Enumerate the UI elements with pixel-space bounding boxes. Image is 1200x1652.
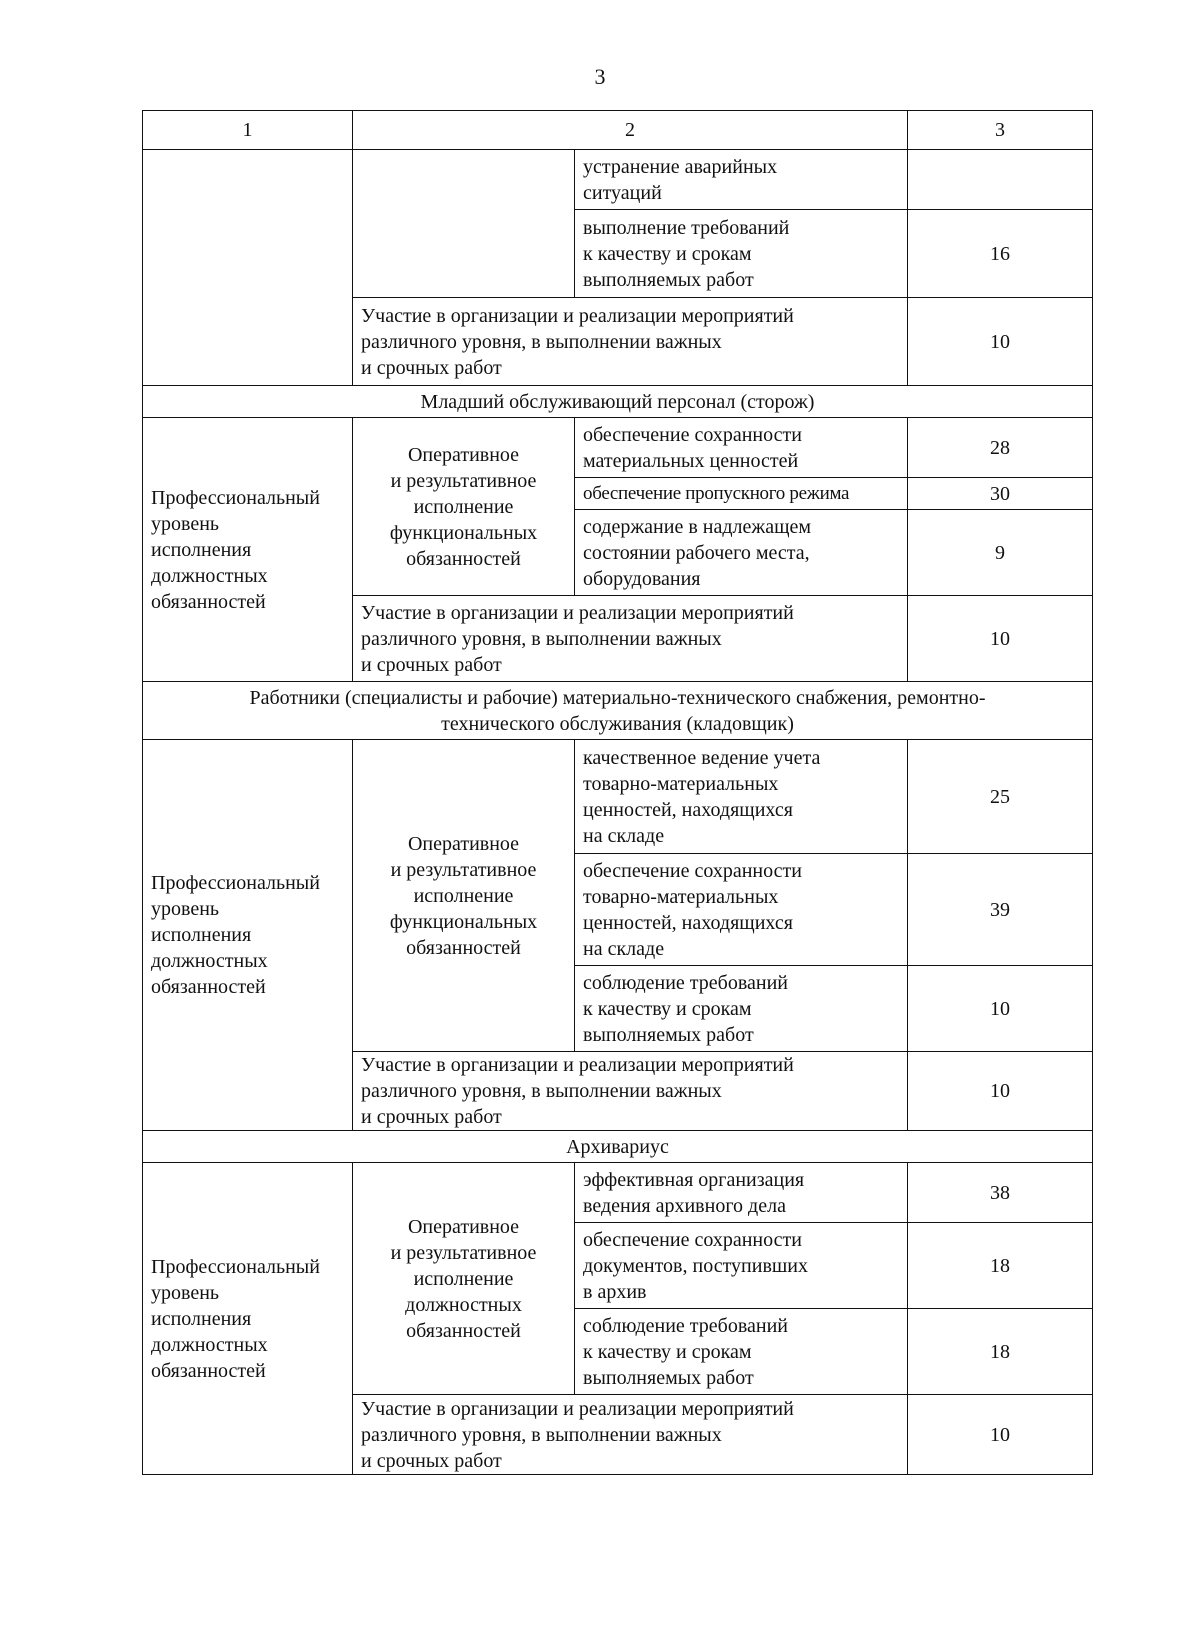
points-cell: 10 [908,1395,1093,1475]
points-cell: 18 [908,1309,1093,1395]
points-cell: 10 [908,966,1093,1052]
points-cell: 39 [908,854,1093,966]
empty-cell [143,150,353,386]
points-cell: 38 [908,1163,1093,1223]
table-header-row [143,111,1093,150]
criterion-cell: эффективная организация ведения архивного дела [575,1163,908,1223]
points-cell: 9 [908,510,1093,596]
criterion-cell: качественное ведение учета товарно-материальных ценностей, находящихся на складе [575,740,908,854]
points-cell: 30 [908,478,1093,510]
level-cell: Профессиональный уровень исполнения должностных обязанностей [143,418,353,682]
duty-cell: Оперативное и результативное исполнение должностных обязанностей [353,1163,575,1395]
header-col-3: 3 [908,111,1093,150]
empty-cell [353,150,575,298]
level-cell: Профессиональный уровень исполнения должностных обязанностей [143,740,353,1131]
page-number: 3 [594,64,606,89]
section-title: Работники (специалисты и рабочие) материально-технического снабжения, ремонтно- технического обслуживания (кладовщик) [143,682,1093,740]
criteria-table [142,110,1093,1475]
section-title: Архивариус [143,1131,1093,1163]
table-row [143,150,1093,210]
participation-cell: Участие в организации и реализации мероприятий различного уровня, в выполнении важных и срочных работ [353,596,908,682]
section-title: Младший обслуживающий персонал (сторож) [143,386,1093,418]
participation-cell: Участие в организации и реализации мероприятий различного уровня, в выполнении важных и срочных работ [353,1052,908,1131]
points-cell: 25 [908,740,1093,854]
section-title-row [143,682,1093,740]
points-cell: 10 [908,596,1093,682]
points-cell: 16 [908,210,1093,298]
header-col-2: 2 [353,111,908,150]
participation-cell: Участие в организации и реализации мероприятий различного уровня, в выполнении важных и срочных работ [353,298,908,386]
participation-cell: Участие в организации и реализации мероприятий различного уровня, в выполнении важных и срочных работ [353,1395,908,1475]
section-title-row [143,1131,1093,1163]
criterion-cell: выполнение требований к качеству и срокам выполняемых работ [575,210,908,298]
criterion-cell: обеспечение сохранности материальных ценностей [575,418,908,478]
criterion-cell: обеспечение пропускного режима [575,478,908,510]
duty-cell: Оперативное и результативное исполнение функциональных обязанностей [353,418,575,596]
level-cell: Профессиональный уровень исполнения должностных обязанностей [143,1163,353,1475]
points-cell [908,150,1093,210]
duty-cell: Оперативное и результативное исполнение функциональных обязанностей [353,740,575,1052]
criterion-cell: обеспечение сохранности документов, поступивших в архив [575,1223,908,1309]
criterion-cell: устранение аварийных ситуаций [575,150,908,210]
header-col-1: 1 [143,111,353,150]
points-cell: 10 [908,1052,1093,1131]
points-cell: 10 [908,298,1093,386]
points-cell: 28 [908,418,1093,478]
table-row [143,1163,1093,1223]
table-row [143,418,1093,478]
section-title-row [143,386,1093,418]
criterion-cell: соблюдение требований к качеству и срокам выполняемых работ [575,966,908,1052]
points-cell: 18 [908,1223,1093,1309]
criterion-cell: соблюдение требований к качеству и срокам выполняемых работ [575,1309,908,1395]
table-row [143,740,1093,854]
criterion-cell: содержание в надлежащем состоянии рабочего места, оборудования [575,510,908,596]
criterion-cell: обеспечение сохранности товарно-материальных ценностей, находящихся на складе [575,854,908,966]
